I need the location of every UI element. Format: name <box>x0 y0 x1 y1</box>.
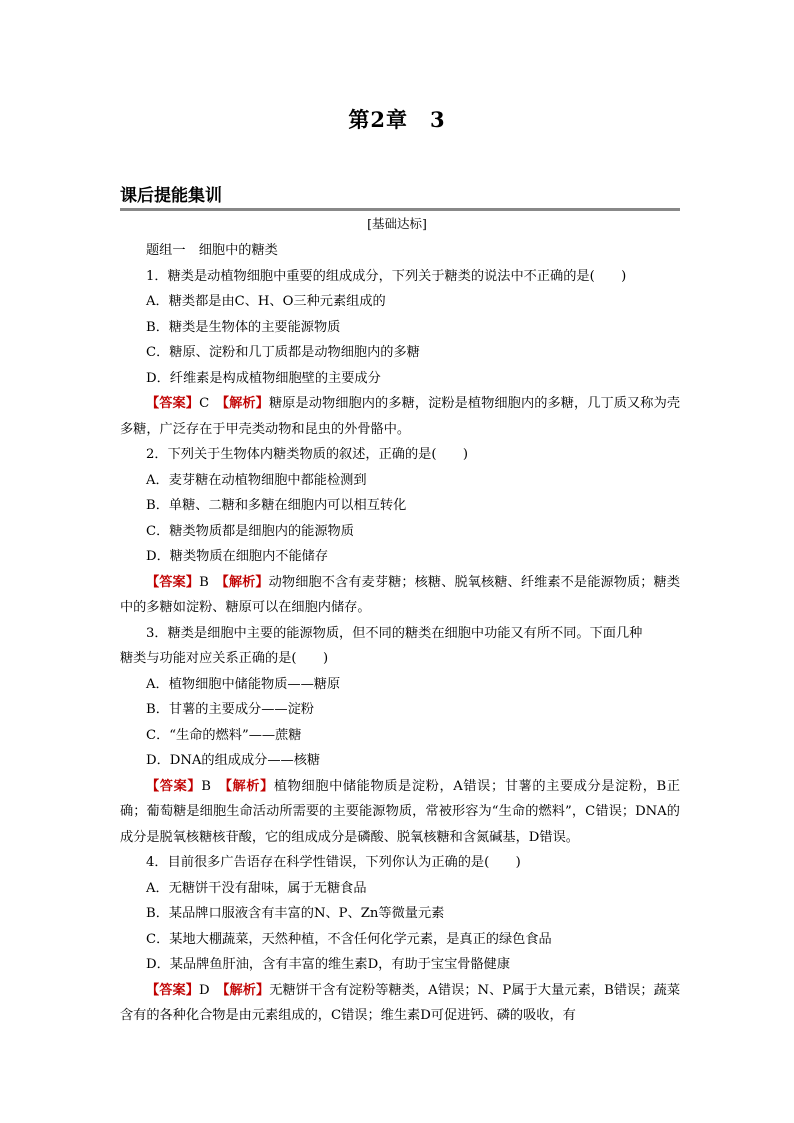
answer-tag: 【答案】 <box>146 396 200 411</box>
question-4-option-a: A．无糖饼干没有甜味，属于无糖食品 <box>146 880 367 896</box>
answer-letter: B <box>199 574 209 590</box>
question-2-option-d: D．糖类物质在细胞内不能储存 <box>146 549 329 564</box>
question-3-stem-line-1: 3．糖类是细胞中主要的能源物质，但不同的糖类在细胞中功能又有所不同。下面几种 <box>146 625 643 641</box>
question-2-answer <box>120 570 680 621</box>
question-content <box>120 238 680 1029</box>
question-3-answer <box>120 774 680 851</box>
question-2-option-a: A．麦芽糖在动植物细胞中都能检测到 <box>146 472 367 488</box>
question-3-stem-line-2: 糖类与功能对应关系正确的是( ) <box>120 651 329 666</box>
question-3-option-a: A．植物细胞中储能物质——糖原 <box>146 676 341 692</box>
question-1-stem: 1．糖类是动植物细胞中重要的组成成分，下列关于糖类的说法中不正确的是( ) <box>146 268 627 284</box>
question-4-answer <box>120 978 680 1029</box>
question-1-option-d: D．纤维素是构成植物细胞壁的主要成分 <box>146 370 381 386</box>
question-2-option-c: C．糖类物质都是细胞内的能源物质 <box>146 523 354 539</box>
answer-letter: D <box>199 982 210 998</box>
group-heading: 题组一 细胞中的糖类 <box>146 243 278 258</box>
section-heading: 课后提能集训 <box>120 181 680 211</box>
level-heading: [基础达标] <box>367 216 427 231</box>
answer-letter: B <box>201 778 211 794</box>
question-3-option-b: B．甘薯的主要成分——淀粉 <box>146 702 314 717</box>
question-4-option-c: C．某地大棚蔬菜，天然种植，不含任何化学元素，是真正的绿色食品 <box>146 931 552 947</box>
question-3-option-d: D．DNA的组成成分——核糖 <box>146 753 321 768</box>
analysis-text: 无糖饼干含有淀粉等糖类，A错误；N、P属于大量元素，B错误；蔬菜含有的各种化合物是由元素组成的，C错误；维生素D可促进钙、磷的吸收，有 <box>120 982 681 1023</box>
analysis-tag: 【解析】 <box>222 982 270 998</box>
question-1-option-b: B．糖类是生物体的主要能源物质 <box>146 319 341 335</box>
answer-tag: 【答案】 <box>146 982 199 998</box>
chapter-title: 第2章 3 <box>348 107 446 132</box>
analysis-tag: 【解析】 <box>222 574 269 590</box>
analysis-tag: 【解析】 <box>222 396 269 411</box>
answer-tag: 【答案】 <box>146 574 200 590</box>
analysis-text: 动物细胞不含有麦芽糖；核糖、脱氧核糖、纤维素不是能源物质；糖类中的多糖如淀粉、糖原可以在细胞内储存。 <box>120 574 681 615</box>
question-4-option-d: D．某品牌鱼肝油，含有丰富的维生素D，有助于宝宝骨骼健康 <box>146 957 511 972</box>
question-3-option-c: C．“生命的燃料”——蔗糖 <box>146 727 302 743</box>
question-1-option-a: A．糖类都是由C、H、O三种元素组成的 <box>146 294 386 309</box>
question-4-stem: 4．目前很多广告语存在科学性错误，下列你认为正确的是( ) <box>146 855 521 870</box>
question-1-option-c: C．糖原、淀粉和几丁质都是动物细胞内的多糖 <box>146 345 420 360</box>
analysis-tag: 【解析】 <box>225 778 274 794</box>
answer-letter: C <box>199 396 210 411</box>
question-2-option-b: B．单糖、二糖和多糖在细胞内可以相互转化 <box>146 498 407 513</box>
answer-tag: 【答案】 <box>146 778 202 794</box>
question-2-stem: 2．下列关于生物体内糖类物质的叙述，正确的是( ) <box>146 447 468 462</box>
analysis-text: 植物细胞中储能物质是淀粉，A错误；甘薯的主要成分是淀粉，B正确；葡萄糖是细胞生命活动所需要的主要能源物质，常被形容为“生命的燃料”，C错误；DNA的成分是脱氧核糖核苷酸，它的组成成分是磷酸、脱氧核糖和含氮碱基，D错误。 <box>120 778 681 845</box>
question-4-option-b: B．某品牌口服液含有丰富的N、P、Zn等微量元素 <box>146 906 445 921</box>
analysis-text: 糖原是动物细胞内的多糖，淀粉是植物细胞内的多糖，几丁质又称为壳多糖，广泛存在于甲壳类动物和昆虫的外骨骼中。 <box>120 396 681 437</box>
question-1-answer <box>120 391 680 442</box>
